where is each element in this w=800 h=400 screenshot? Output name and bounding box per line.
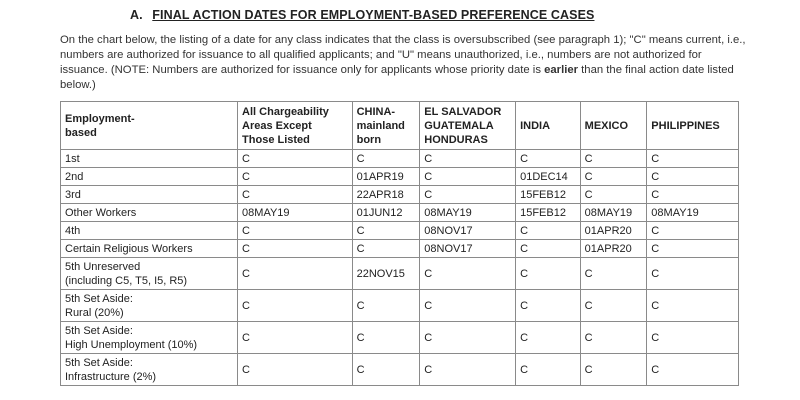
- row-label-line: (including C5, T5, I5, R5): [65, 274, 188, 287]
- table-row: [61, 204, 739, 222]
- table-cell: 01APR20: [580, 240, 647, 258]
- table-row: [61, 222, 739, 240]
- table-cell: C: [580, 322, 647, 354]
- table-cell: C: [238, 322, 353, 354]
- row-label-line: 2nd: [65, 170, 84, 183]
- table-cell: C: [352, 150, 420, 168]
- table-cell: 22APR18: [352, 186, 420, 204]
- column-header: [238, 102, 353, 150]
- table-cell: C: [238, 290, 353, 322]
- row-label: [61, 222, 238, 240]
- table-cell: C: [238, 240, 353, 258]
- row-label-line: Rural (20%): [65, 306, 124, 319]
- column-header-line: based: [65, 126, 97, 139]
- column-header: [61, 102, 238, 150]
- row-label: [61, 204, 238, 222]
- row-label: [61, 290, 238, 322]
- row-label: [61, 186, 238, 204]
- table-cell: C: [238, 258, 353, 290]
- row-label-line: Infrastructure (2%): [65, 370, 157, 383]
- table-cell: C: [352, 222, 420, 240]
- intro-text-1: On the chart below, the listing of a date for any class indicates that the class is oversubscribed (see paragraph 1); "C" means current, i.e., numbers are authorized for issuance to all qualified applicants; and "U" means unauthorized, i.e., numbers are not authorized for issuance. (NOTE: Numbers are authorized for issuance only for applicants whose priority date is: [60, 34, 746, 76]
- table-cell: C: [420, 150, 516, 168]
- row-label-line: 5th Set Aside:: [65, 292, 133, 305]
- table-cell: C: [420, 354, 516, 386]
- column-header-line: Areas Except: [242, 119, 312, 132]
- row-label-line: 4th: [65, 224, 81, 237]
- table-cell: C: [516, 290, 581, 322]
- table-cell: C: [647, 240, 739, 258]
- table-cell: C: [647, 290, 739, 322]
- table-cell: C: [647, 186, 739, 204]
- table-cell: C: [516, 354, 581, 386]
- column-header-line: Those Listed: [242, 133, 310, 146]
- column-header-line: All Chargeability: [242, 105, 329, 118]
- row-label: [61, 150, 238, 168]
- section-number: A.: [130, 8, 143, 22]
- table-row: [61, 168, 739, 186]
- table-cell: C: [238, 186, 353, 204]
- row-label: [61, 168, 238, 186]
- table-cell: C: [516, 258, 581, 290]
- column-header: [352, 102, 420, 150]
- table-cell: C: [420, 258, 516, 290]
- table-row: [61, 290, 739, 322]
- table-cell: C: [647, 258, 739, 290]
- table-header-row: [61, 102, 739, 150]
- section-heading: [130, 8, 594, 22]
- table-cell: C: [238, 150, 353, 168]
- row-label-line: 5th Unreserved: [65, 260, 141, 273]
- column-header-line: born: [356, 133, 382, 146]
- row-label-line: 5th Set Aside:: [65, 324, 133, 337]
- table-cell: C: [238, 222, 353, 240]
- table-cell: C: [516, 222, 581, 240]
- column-header-line: Employment-: [65, 112, 135, 125]
- intro-text-2: than the final action date listed below.): [60, 64, 734, 91]
- table-cell: C: [420, 186, 516, 204]
- row-label: [61, 258, 238, 290]
- table-body: [61, 150, 739, 386]
- section-title: FINAL ACTION DATES FOR EMPLOYMENT-BASED PREFERENCE CASES: [152, 8, 595, 22]
- table-cell: C: [516, 150, 581, 168]
- table-cell: C: [580, 186, 647, 204]
- intro-emphasis: earlier: [544, 64, 579, 76]
- table-cell: 08MAY19: [238, 204, 353, 222]
- table-row: [61, 322, 739, 354]
- row-label-line: 1st: [65, 152, 80, 165]
- row-label: [61, 354, 238, 386]
- table-cell: C: [352, 240, 420, 258]
- table-cell: 08MAY19: [420, 204, 516, 222]
- row-label-line: 5th Set Aside:: [65, 356, 133, 369]
- table-row: [61, 186, 739, 204]
- column-header-line: GUATEMALA: [424, 119, 494, 132]
- column-header-line: mainland: [356, 119, 405, 132]
- table-cell: C: [420, 290, 516, 322]
- table-cell: C: [580, 258, 647, 290]
- row-label-line: 3rd: [65, 188, 81, 201]
- table-cell: C: [580, 150, 647, 168]
- table-cell: C: [647, 222, 739, 240]
- table-cell: 01JUN12: [352, 204, 420, 222]
- column-header-line: EL SALVADOR: [424, 105, 502, 118]
- table-cell: C: [647, 354, 739, 386]
- table-cell: C: [352, 354, 420, 386]
- table-cell: C: [580, 354, 647, 386]
- table-cell: 01APR20: [580, 222, 647, 240]
- column-header: [516, 102, 581, 150]
- column-header-line: CHINA-: [356, 105, 396, 118]
- table-cell: C: [352, 290, 420, 322]
- table-row: [61, 150, 739, 168]
- table-cell: C: [238, 168, 353, 186]
- row-label: [61, 240, 238, 258]
- table-cell: 15FEB12: [516, 186, 581, 204]
- table-cell: C: [516, 240, 581, 258]
- row-label: [61, 322, 238, 354]
- column-header-line: INDIA: [520, 119, 551, 132]
- table-cell: C: [647, 322, 739, 354]
- row-label-line: High Unemployment (10%): [65, 338, 198, 351]
- table-cell: C: [238, 354, 353, 386]
- table-cell: 08NOV17: [420, 222, 516, 240]
- table-cell: C: [580, 290, 647, 322]
- table-cell: C: [580, 168, 647, 186]
- column-header-line: PHILIPPINES: [651, 119, 720, 132]
- table-cell: C: [420, 322, 516, 354]
- column-header: [647, 102, 739, 150]
- column-header-line: MEXICO: [584, 119, 629, 132]
- table-cell: C: [352, 322, 420, 354]
- table-cell: 22NOV15: [352, 258, 420, 290]
- row-label-line: Certain Religious Workers: [65, 242, 193, 255]
- table-cell: 08MAY19: [580, 204, 647, 222]
- table-cell: 01APR19: [352, 168, 420, 186]
- table-cell: C: [647, 150, 739, 168]
- final-action-dates-table: [60, 101, 739, 386]
- table-cell: 01DEC14: [516, 168, 581, 186]
- column-header: [580, 102, 647, 150]
- intro-paragraph: [60, 33, 750, 93]
- column-header-line: HONDURAS: [424, 133, 488, 146]
- table-cell: C: [647, 168, 739, 186]
- table-row: [61, 258, 739, 290]
- row-label-line: Other Workers: [65, 206, 137, 219]
- table-cell: 08MAY19: [647, 204, 739, 222]
- table-cell: 08NOV17: [420, 240, 516, 258]
- table-cell: 15FEB12: [516, 204, 581, 222]
- table-cell: C: [516, 322, 581, 354]
- column-header: [420, 102, 516, 150]
- table-row: [61, 240, 739, 258]
- table-row: [61, 354, 739, 386]
- table-cell: C: [420, 168, 516, 186]
